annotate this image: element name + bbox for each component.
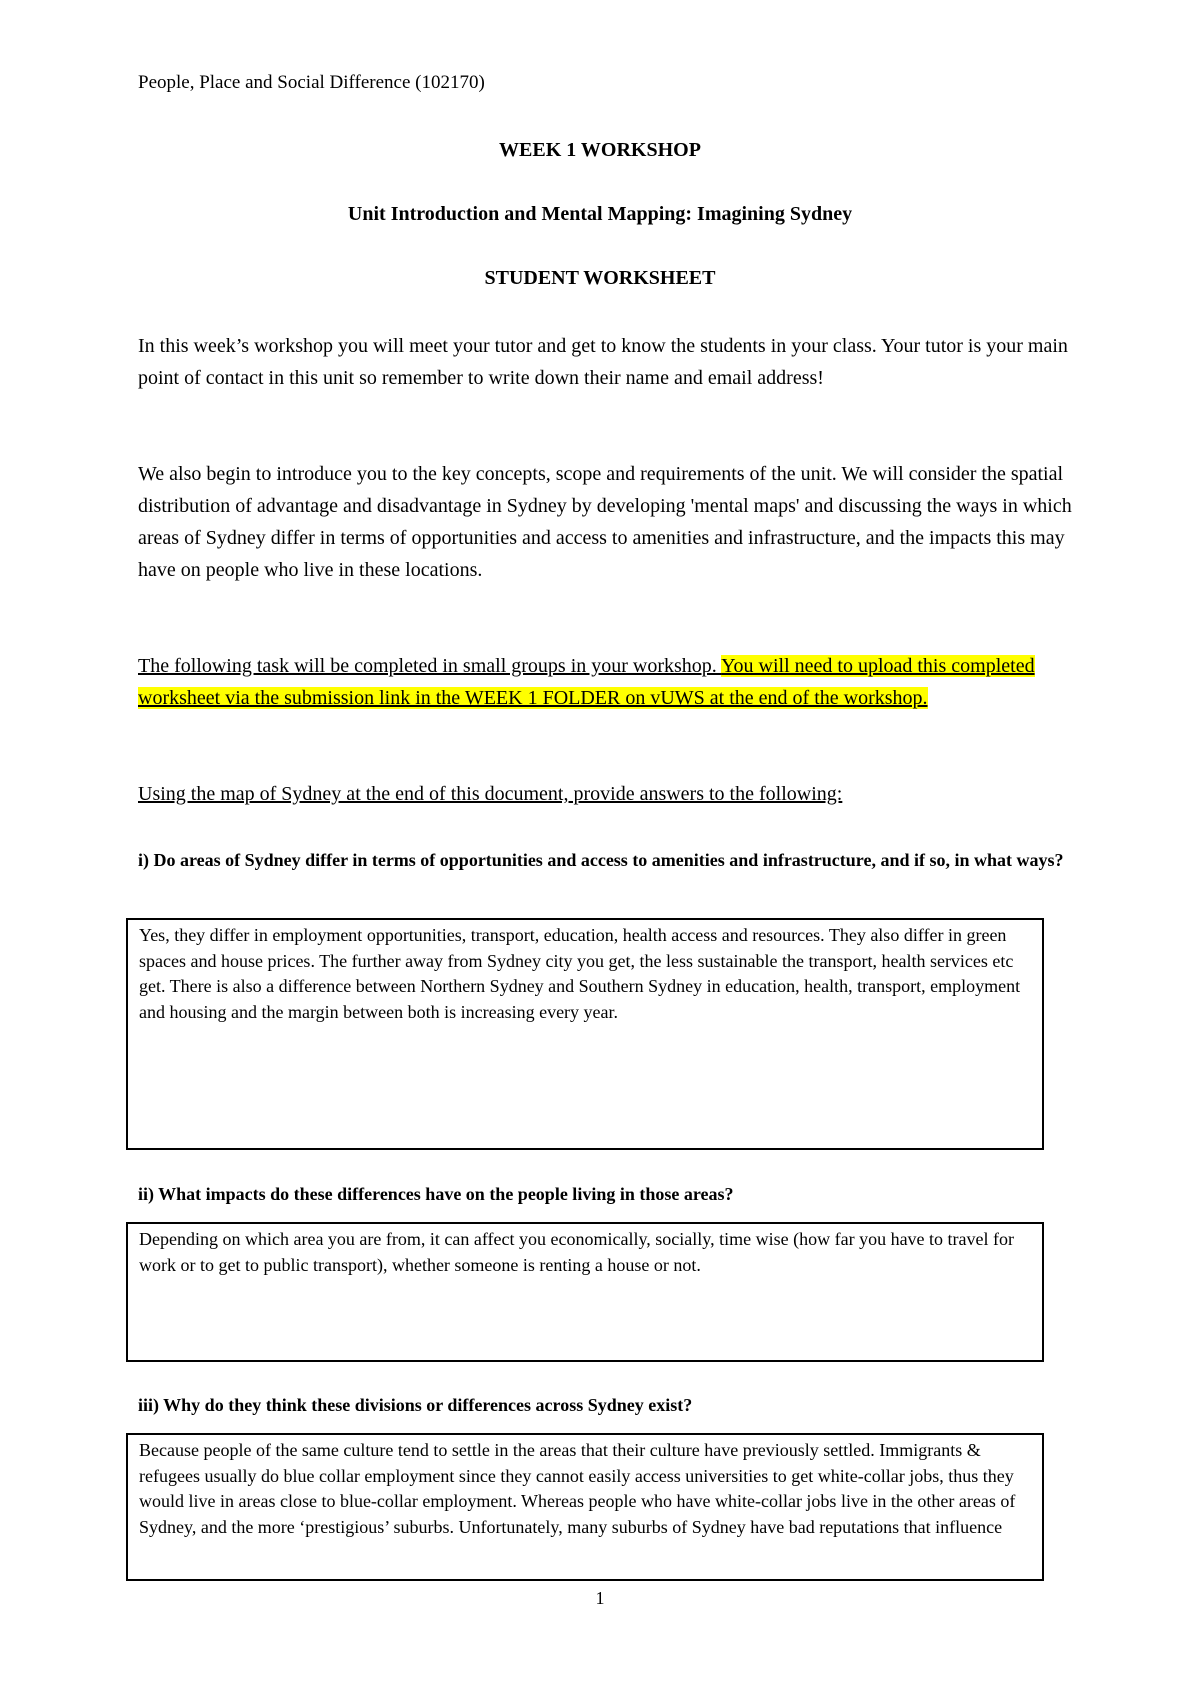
unit-title: Unit Introduction and Mental Mapping: Imagining Sydney (347, 203, 853, 225)
running-header: People, Place and Social Difference (102170) (138, 72, 485, 93)
page-number: 1 (595, 1588, 605, 1608)
task-instruction-text: The following task will be completed in small groups in your workshop. (138, 655, 722, 677)
week-title: WEEK 1 WORKSHOP (499, 139, 701, 161)
map-instruction: Using the map of Sydney at the end of this document, provide answers to the following: (138, 783, 843, 805)
question-2: ii) What impacts do these differences have on the people living in those areas? (138, 1184, 734, 1204)
intro-paragraph-1: In this week’s workshop you will meet your tutor and get to know the students in your class. Your tutor is your main point of contact in this unit so remember to write down their name and email address! (138, 335, 1068, 389)
question-1: i) Do areas of Sydney differ in terms of opportunities and access to amenities and infrastructure, and if so, in what ways? (138, 850, 1064, 870)
question-3: iii) Why do they think these divisions or differences across Sydney exist? (138, 1395, 693, 1415)
answer-box-3[interactable]: Because people of the same culture tend to settle in the areas that their culture have previously settled. Immigrants & refugees usually do blue collar employment since they cannot easily access universities to get white-collar jobs, thus they would live in areas close to blue-collar employment. Whereas people who have white-collar jobs live in the other areas of Sydney, and the more ‘prestigious’ suburbs. Unfortunately, many suburbs of Sydney have bad reputations that influence (126, 1433, 1044, 1581)
worksheet-title: STUDENT WORKSHEET (484, 267, 716, 289)
task-instruction (138, 650, 1078, 714)
answer-box-1[interactable]: Yes, they differ in employment opportunities, transport, education, health access and resources. They also differ in green spaces and house prices. The further away from Sydney city you get, the less sustainable the transport, health services etc get. There is also a difference between Northern Sydney and Southern Sydney in education, health, transport, employment and housing and the margin between both is increasing every year. (126, 918, 1044, 1150)
intro-paragraph-2: We also begin to introduce you to the key concepts, scope and requirements of the unit. We will consider the spatial distribution of advantage and disadvantage in Sydney by developing 'mental maps' and discussing the ways in which areas of Sydney differ in terms of opportunities and access to amenities and infrastructure, and the impacts this may have on people who live in these locations. (138, 463, 1072, 581)
answer-box-2[interactable]: Depending on which area you are from, it can affect you economically, socially, time wise (how far you have to travel for work or to get to public transport), whether someone is renting a house or not. (126, 1222, 1044, 1362)
upload-notice: You will need to upload this completed worksheet via the submission link in the WEEK 1 FOLDER on vUWS at the end of the workshop. (138, 655, 1035, 709)
